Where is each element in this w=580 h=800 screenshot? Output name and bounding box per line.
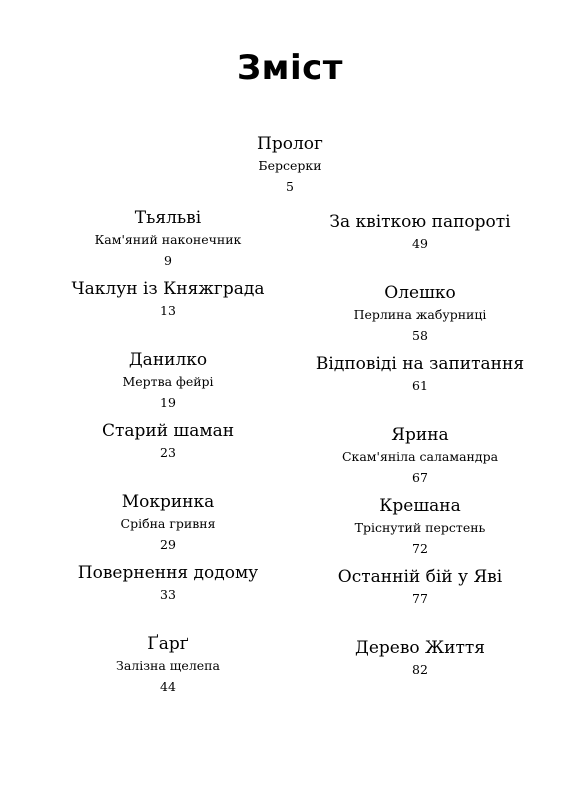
chapter-title: Дерево Життя	[355, 638, 485, 658]
chapter-title: Олешко	[384, 283, 456, 303]
chapter-page-number: 58	[412, 328, 428, 343]
chapter-page-number: 33	[160, 587, 176, 602]
page-title: Зміст	[237, 48, 343, 88]
chapter-page-number: 13	[160, 303, 176, 318]
toc-entry	[290, 425, 550, 496]
toc-entry	[38, 492, 298, 563]
chapter-subtitle: Кам'яний наконечник	[94, 232, 242, 247]
chapter-page-number: 77	[412, 591, 428, 606]
toc-entry	[290, 354, 550, 425]
chapter-title: Повернення додому	[77, 563, 259, 583]
chapter-title: За квіткою папороті	[329, 212, 511, 232]
toc-entry	[290, 212, 550, 283]
chapter-page-number: 49	[412, 236, 428, 251]
chapter-title: Ярина	[391, 425, 449, 445]
toc-entry	[290, 496, 550, 567]
chapter-page-number: 72	[412, 541, 428, 556]
chapter-subtitle: Мертва фейрі	[122, 374, 214, 389]
chapter-subtitle: Тріснутий перстень	[354, 520, 486, 535]
chapter-page-number: 67	[412, 470, 428, 485]
chapter-page-number: 29	[160, 537, 176, 552]
chapter-page-number: 61	[412, 378, 428, 393]
toc-entry	[38, 563, 298, 634]
chapter-subtitle: Берсерки	[258, 158, 322, 173]
chapter-title: Чаклун із Княжграда	[71, 279, 265, 299]
chapter-subtitle: Залізна щелепа	[116, 658, 220, 673]
chapter-subtitle: Срібна гривня	[120, 516, 216, 531]
chapter-page-number: 5	[286, 179, 294, 194]
chapter-title: Мокринка	[121, 492, 215, 512]
toc-entry	[38, 208, 298, 279]
chapter-page-number: 9	[164, 253, 172, 268]
chapter-page-number: 44	[160, 679, 176, 694]
chapter-title: Данилко	[128, 350, 208, 370]
chapter-title: Останній бій у Яві	[337, 567, 503, 587]
toc-entry	[38, 279, 298, 350]
chapter-title: Старий шаман	[101, 421, 235, 441]
toc-left-column	[38, 208, 298, 705]
toc-entry	[290, 567, 550, 638]
toc-entry	[38, 634, 298, 705]
chapter-subtitle: Перлина жабурниці	[353, 307, 487, 322]
toc-entry-prologue	[0, 134, 580, 197]
chapter-title: Крешана	[379, 496, 461, 516]
toc-entry	[290, 283, 550, 354]
chapter-page-number: 23	[160, 445, 176, 460]
chapter-title: Відповіді на запитання	[315, 354, 525, 374]
chapter-title: Пролог	[257, 134, 323, 154]
chapter-page-number: 82	[412, 662, 428, 677]
chapter-title: Тьяльві	[134, 208, 202, 228]
toc-entry	[38, 350, 298, 421]
toc-entry	[290, 638, 550, 709]
toc-entry	[38, 421, 298, 492]
chapter-page-number: 19	[160, 395, 176, 410]
chapter-subtitle: Скам'яніла саламандра	[341, 449, 499, 464]
toc-right-column	[290, 212, 550, 709]
chapter-title: Ґарґ	[147, 634, 189, 654]
